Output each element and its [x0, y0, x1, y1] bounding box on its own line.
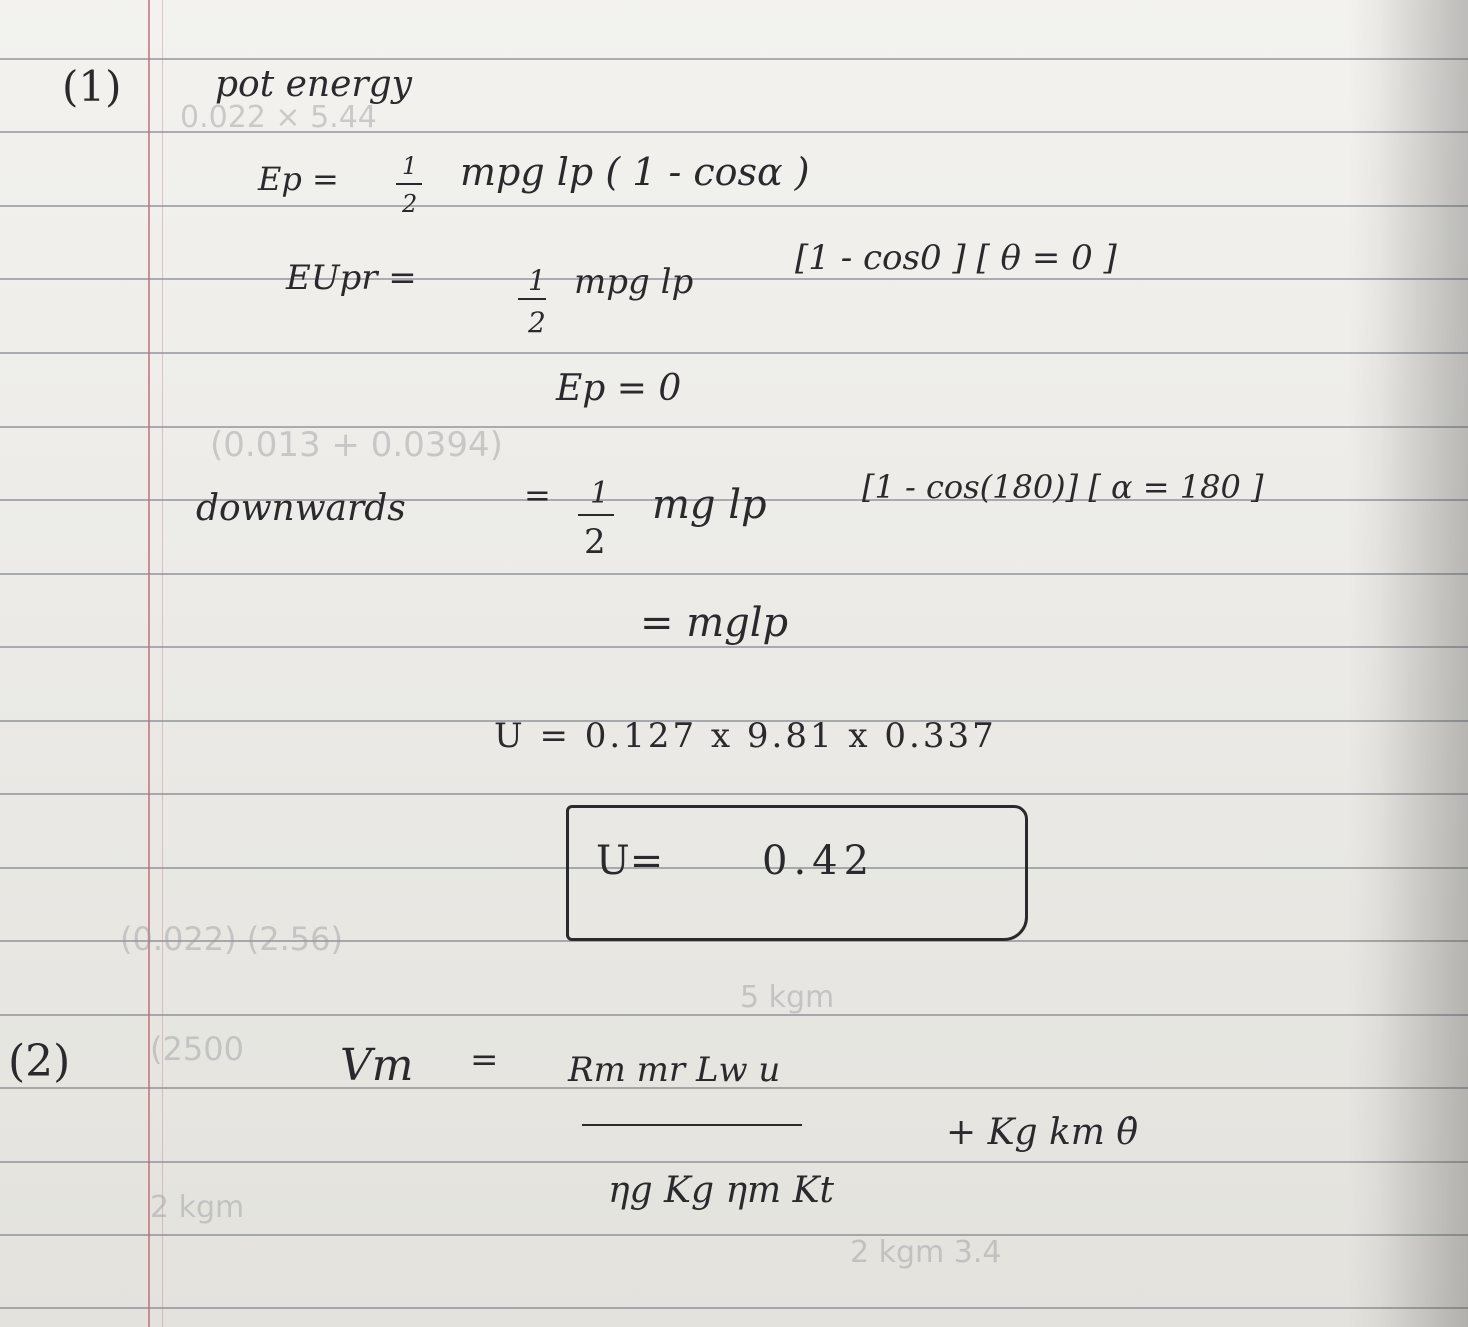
section-2-numerator: Rm mr Lw u	[568, 1050, 781, 1090]
section-1-label: (1)	[62, 62, 122, 111]
ghost-text: 0.022 × 5.44	[180, 100, 377, 135]
eq2-numerator: 1	[528, 264, 546, 297]
eq4-fraction-bar	[578, 514, 614, 516]
eq2-rhs: mpg lp	[574, 262, 694, 302]
page-shadow	[1348, 0, 1468, 1327]
result-lhs: U=	[596, 838, 664, 884]
ghost-text: (2500	[150, 1030, 244, 1068]
eq6-substitution: U = 0.127 x 9.81 x 0.337	[494, 716, 997, 756]
eq4-numerator: 1	[590, 476, 610, 511]
eq4-equals: =	[524, 476, 551, 514]
ghost-text: 2 kgm 3.4	[850, 1235, 1002, 1270]
eq1-denominator: 2	[402, 190, 418, 218]
section-2-equals: =	[470, 1040, 499, 1080]
section-1-title: pot energy	[215, 64, 413, 105]
eq5-simplified: = mglp	[640, 600, 789, 646]
section-2-fraction-bar	[582, 1124, 802, 1126]
result-value: 0.42	[762, 838, 876, 884]
ghost-text: (0.013 + 0.0394)	[210, 425, 503, 465]
eq2-bracket: [1 - cos0 ] [ θ = 0 ]	[795, 238, 1117, 278]
eq1-rhs: mpg lp ( 1 - cosα )	[460, 150, 810, 194]
eq3-result: Ep = 0	[556, 368, 682, 409]
eq1-numerator: 1	[402, 152, 418, 180]
ghost-text: (0.022) (2.56)	[120, 920, 343, 958]
eq1-lhs: Ep =	[258, 160, 339, 198]
eq2-fraction-bar	[518, 298, 546, 300]
eq4-denominator: 2	[584, 522, 606, 562]
section-2-denominator: ηg Kg ηm Kt	[608, 1170, 834, 1211]
eq4-rhs: mg lp	[652, 482, 767, 528]
section-2-lhs: Vm	[340, 1040, 414, 1091]
eq4-label: downwards	[196, 488, 406, 529]
ghost-text: 5 kgm	[740, 980, 835, 1015]
section-2-plus-term: + Kg km θ̇	[946, 1112, 1139, 1153]
eq4-bracket: [1 - cos(180)] [ α = 180 ]	[862, 468, 1264, 506]
eq2-denominator: 2	[528, 306, 546, 339]
section-2-label: (2)	[8, 1036, 71, 1087]
margin-line-secondary	[162, 0, 163, 1327]
ghost-text: 2 kgm	[150, 1190, 245, 1225]
eq2-lhs: EUpr =	[286, 258, 417, 298]
margin-line	[148, 0, 150, 1327]
eq1-fraction-bar	[396, 183, 422, 185]
